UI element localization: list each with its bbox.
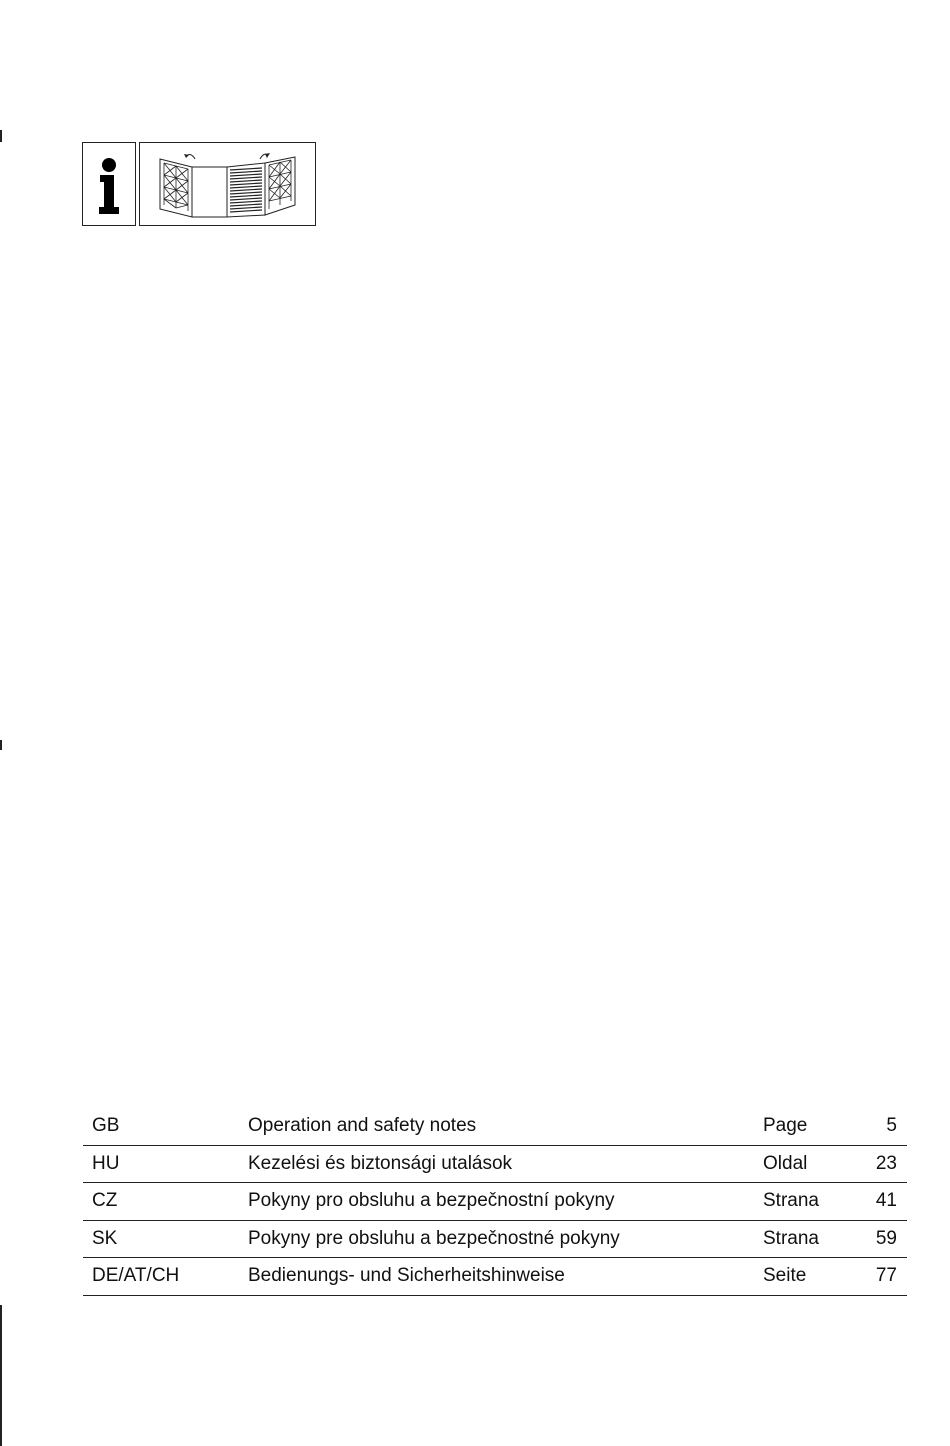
table-row [83,1108,907,1145]
section-title: Bedienungs- und Sicherheitshinweise [248,1258,763,1296]
language-code: DE/AT/CH [83,1258,248,1296]
crop-mark-bottom [0,1305,2,1446]
page-label: Seite [763,1258,858,1296]
page-number: 77 [858,1258,907,1296]
crop-mark-top [0,130,2,142]
table-row [83,1258,907,1296]
fold-out-box [139,142,316,226]
language-code: GB [83,1108,248,1145]
language-code: SK [83,1220,248,1258]
page-label: Strana [763,1220,858,1258]
info-icon-box [82,142,136,226]
page-label: Oldal [763,1145,858,1183]
page-label: Page [763,1108,858,1145]
section-title: Pokyny pro obsluhu a bezpečnostní pokyny [248,1183,763,1221]
fold-out-pages-icon [140,143,315,225]
info-icon [83,143,135,225]
language-code: HU [83,1145,248,1183]
table-row [83,1145,907,1183]
section-title: Pokyny pre obsluhu a bezpečnostné pokyny [248,1220,763,1258]
page-number: 59 [858,1220,907,1258]
page-label: Strana [763,1183,858,1221]
table-row [83,1220,907,1258]
table-row [83,1183,907,1221]
language-code: CZ [83,1183,248,1221]
language-index-table [83,1108,907,1296]
section-title: Operation and safety notes [248,1108,763,1145]
page-number: 23 [858,1145,907,1183]
page-number: 41 [858,1183,907,1221]
page-number: 5 [858,1108,907,1145]
section-title: Kezelési és biztonsági utalások [248,1145,763,1183]
crop-mark-middle [0,740,2,750]
